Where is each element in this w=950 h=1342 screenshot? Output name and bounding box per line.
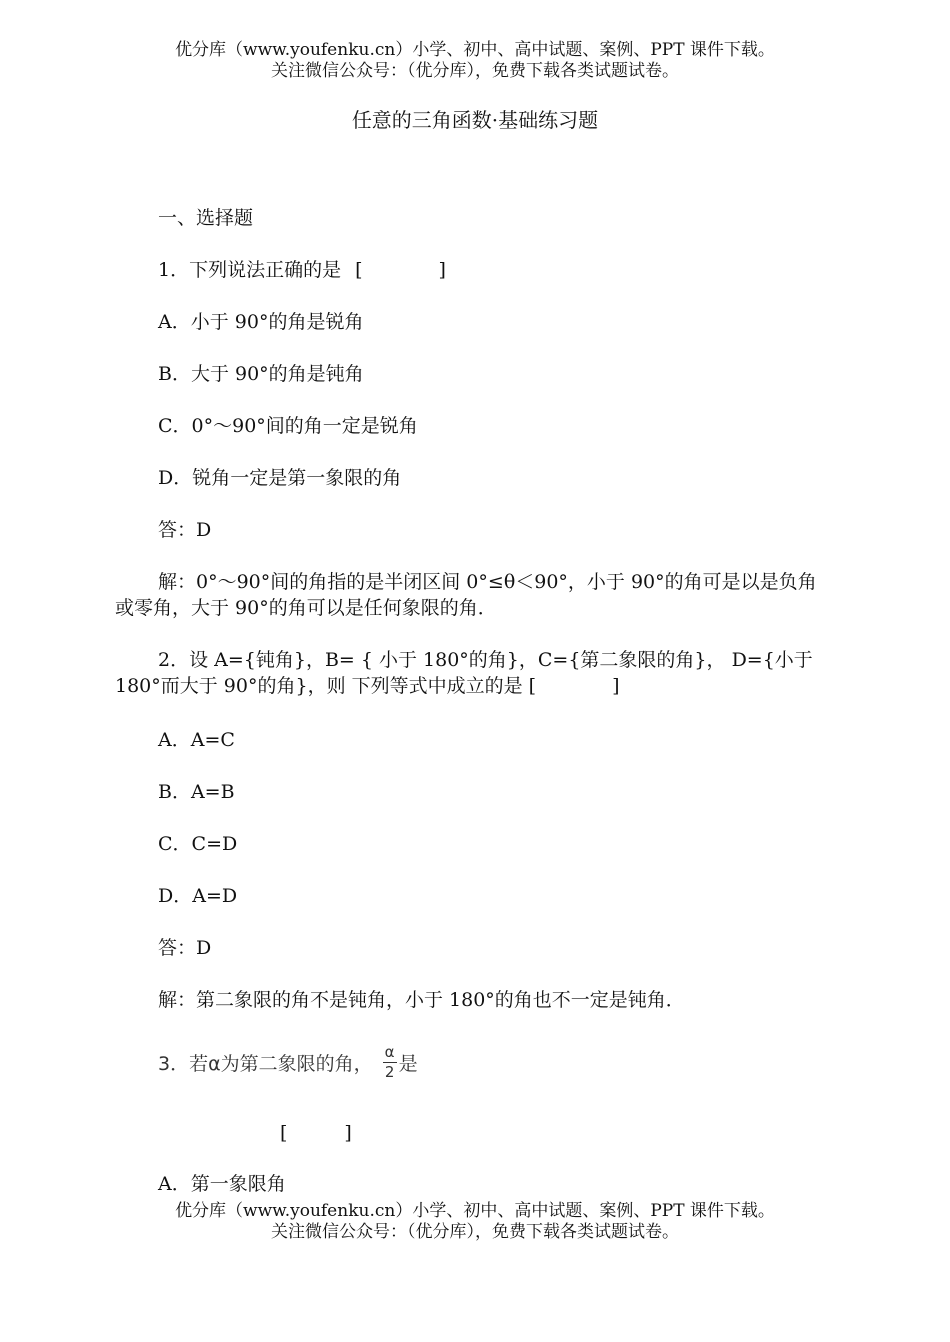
q2-explanation: 解：第二象限的角不是钝角，小于 180°的角也不一定是钝角． <box>158 989 685 1011</box>
q3-answer-bracket: [ ] <box>280 1122 352 1144</box>
header-line-2: 关注微信公众号：（优分库），免费下载各类试题试卷。 <box>271 61 679 81</box>
q1-explanation-block <box>115 569 835 621</box>
q2-option-d: D．A=D <box>158 885 238 907</box>
q3-stem-prefix: 3．若α为第二象限的角， <box>158 1053 373 1075</box>
q2-option-b: B．A=B <box>158 781 235 803</box>
fraction-denominator: 2 <box>384 1063 395 1081</box>
q2-answer-bracket: [ ] <box>528 675 620 697</box>
q2-option-c: C．C=D <box>158 833 238 855</box>
footer-line-2: 关注微信公众号：（优分库），免费下载各类试题试卷。 <box>271 1222 679 1242</box>
q1-stem-line <box>158 257 446 283</box>
section-heading: 一、选择题 <box>158 207 254 229</box>
q2-option-a: A．A=C <box>158 729 235 751</box>
page-title: 任意的三角函数·基础练习题 <box>351 108 599 132</box>
q1-option-a: A．小于 90°的角是锐角 <box>158 311 364 333</box>
alpha-over-2-fraction <box>383 1044 397 1081</box>
q2-answer: 答：D <box>158 937 212 959</box>
header-line-1: 优分库（www.youfenku.cn）小学、初中、高中试题、案例、PPT 课件下载。 <box>175 40 775 60</box>
q1-answer-bracket: [ ] <box>355 259 446 281</box>
q1-option-d: D．锐角一定是第一象限的角 <box>158 467 402 489</box>
q3-stem-line <box>158 1044 418 1081</box>
q1-explanation: 解：0°～90°间的角指的是半闭区间 0°≤θ＜90°，小于 90°的角可是以是负角或零角，大于 90°的角可以是任何象限的角． <box>115 571 817 619</box>
footer-line-1: 优分库（www.youfenku.cn）小学、初中、高中试题、案例、PPT 课件下载。 <box>175 1201 775 1221</box>
q2-stem: 2．设 A={钝角}，B= { 小于 180°的角}，C={第二象限的角}， D={小于 180°而大于 90°的角}，则 下列等式中成立的是 <box>115 649 813 697</box>
q1-option-c: C．0°～90°间的角一定是锐角 <box>158 415 418 437</box>
q1-option-b: B．大于 90°的角是钝角 <box>158 363 364 385</box>
q3-option-a: A．第一象限角 <box>158 1173 286 1195</box>
q2-stem-block <box>115 647 835 699</box>
q1-answer: 答：D <box>158 519 212 541</box>
fraction-numerator: α <box>384 1043 395 1061</box>
q1-stem: 1．下列说法正确的是 <box>158 259 342 281</box>
q3-stem-suffix: 是 <box>398 1053 418 1075</box>
